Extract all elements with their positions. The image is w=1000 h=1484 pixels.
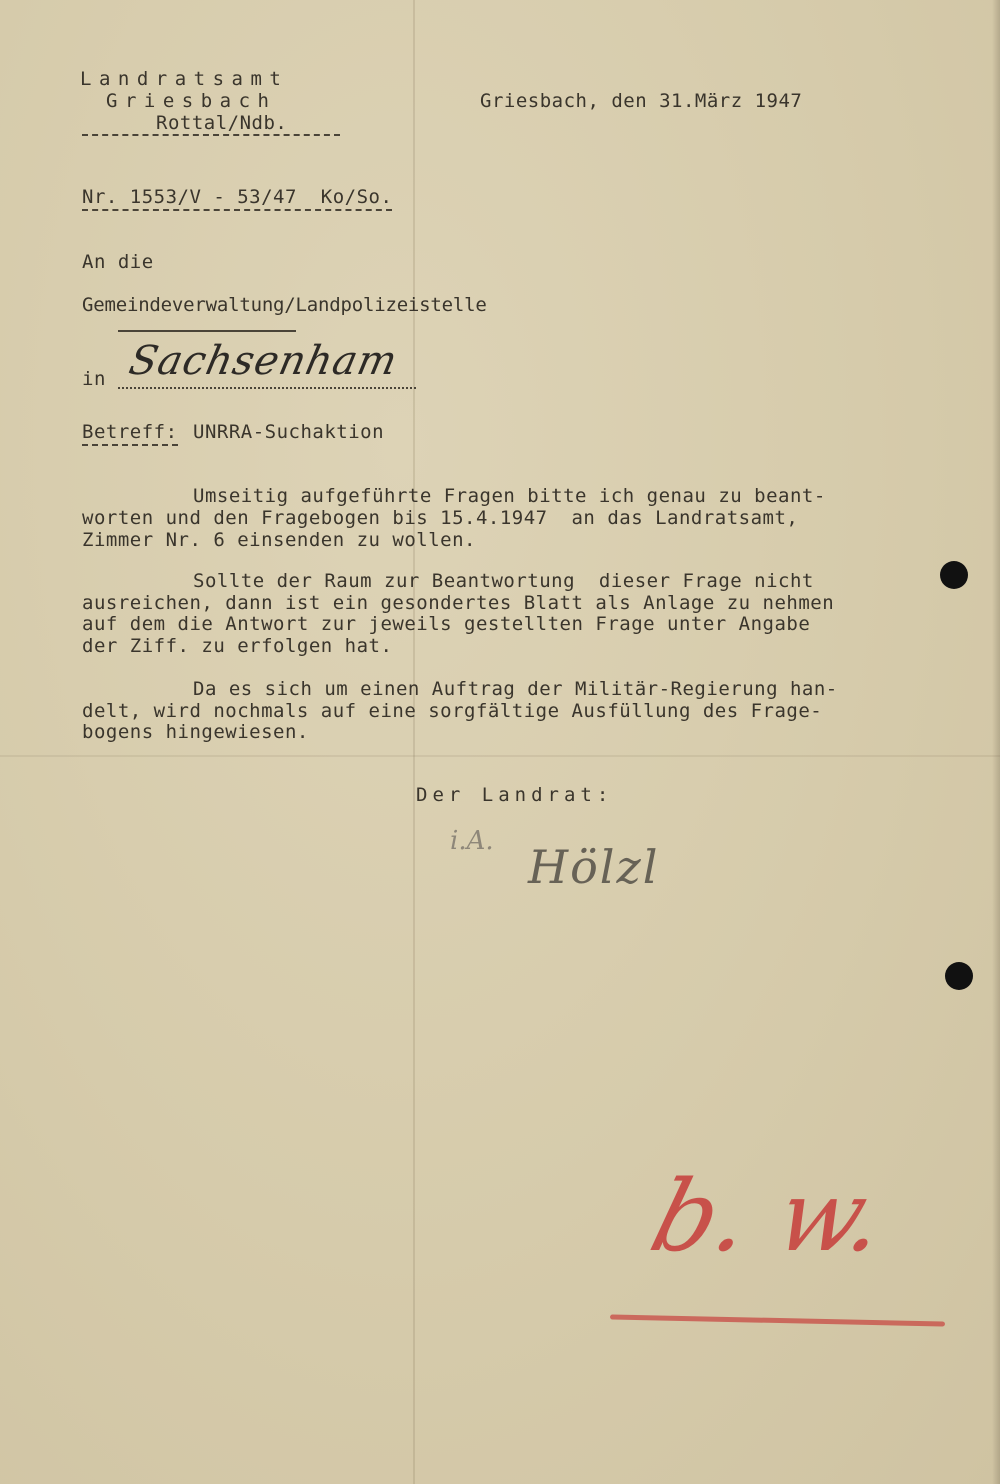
recipient-authority: Gemeindeverwaltung/Landpolizeistelle (82, 294, 487, 316)
signature-prefix: i.A. (450, 826, 494, 856)
body-p3-line1: Da es sich um einen Auftrag der Militär-Regierung han- (193, 678, 838, 700)
recipient-in-label: in (82, 368, 106, 390)
body-p3-line2: delt, wird nochmals auf eine sorgfältige Ausfüllung des Frage- (82, 700, 823, 722)
date-line: Griesbach, den 31.März 1947 (480, 90, 803, 112)
subject-text: UNRRA-Suchaktion (193, 421, 385, 443)
punch-hole-top (940, 561, 968, 589)
body-p2-line4: der Ziff. zu erfolgen hat. (82, 635, 393, 657)
body-p1-line1: Umseitig aufgeführte Fragen bitte ich genau zu beant- (193, 485, 826, 507)
reference-number: Nr. 1553/V - 53/47 Ko/So. (82, 186, 392, 211)
recipient-salutation: An die (82, 251, 154, 273)
body-p3-line3: bogens hingewiesen. (82, 721, 309, 743)
body-p2-line1: Sollte der Raum zur Beantwortung dieser Frage nicht (193, 570, 814, 592)
red-pencil-mark: b. w. (639, 1160, 899, 1274)
paper-edge-shadow (992, 0, 1000, 1484)
sender-office: Landratsamt (80, 68, 289, 90)
body-p1-line3: Zimmer Nr. 6 einsenden zu wollen. (82, 529, 476, 551)
subject-label: Betreff: (82, 421, 178, 446)
closing-landrat: Der Landrat: (416, 784, 614, 806)
sender-district: Rottal/Ndb. (82, 112, 340, 136)
sender-town: Griesbach (106, 90, 277, 112)
recipient-place-handwritten: Sachsenham (125, 338, 402, 384)
punch-hole-bottom (945, 962, 973, 990)
red-pencil-underline (610, 1314, 945, 1326)
body-p2-line3: auf dem die Antwort zur jeweils gestellten Frage unter Angabe (82, 613, 811, 635)
body-p1-line2: worten und den Fragebogen bis 15.4.1947 an das Landratsamt, (82, 507, 799, 529)
recipient-rule (118, 330, 296, 332)
body-p2-line2: ausreichen, dann ist ein gesondertes Blatt als Anlage zu nehmen (82, 592, 835, 614)
recipient-place-dotline (118, 387, 416, 389)
paper-fold-horizontal (0, 755, 1000, 757)
paper-fold-vertical (413, 0, 415, 1484)
signature: Hölzl (528, 840, 660, 894)
